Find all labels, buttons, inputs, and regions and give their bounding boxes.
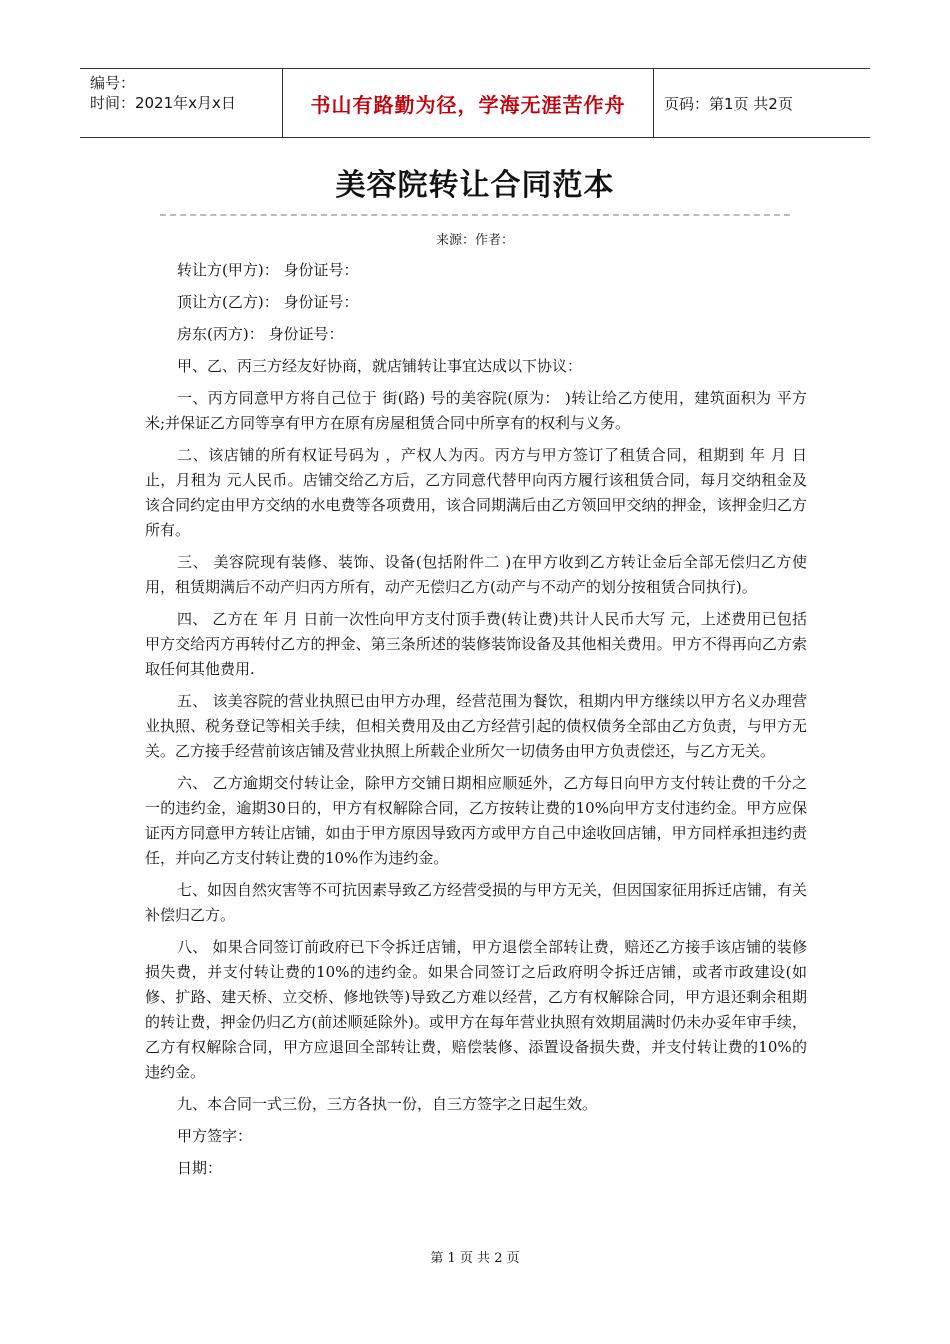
contract-body: [145, 258, 807, 1188]
header-left-cell: [80, 69, 282, 137]
paragraph: 顶让方(乙方)： 身份证号：: [177, 293, 359, 311]
paragraph: 三、 美容院现有装修、装饰、设备(包括附件二 )在甲方收到乙方转让金后全部无偿归乙方使用，租赁期满后不动产归丙方所有，动产无偿归乙方(动产与不动产的划分按租赁合同执行)。: [145, 553, 807, 596]
paragraph: 一、丙方同意甲方将自己位于 街(路) 号的美容院(原为： )转让给乙方使用，建筑面积为 平方米;并保证乙方同等享有甲方在原有房屋租赁合同中所享有的权利与义务。: [145, 389, 807, 432]
source-line: 来源：作者：: [435, 233, 514, 248]
paragraph: 九、本合同一式三份，三方各执一份，自三方签字之日起生效。: [177, 1095, 598, 1113]
paragraph: 甲、乙、丙三方经友好协商，就店铺转让事宜达成以下协议：: [177, 357, 583, 375]
paragraph: 八、 如果合同签订前政府已下令拆迁店铺，甲方退偿全部转让费，赔还乙方接手该店铺的装修损失费，并支付转让费的10%的违约金。如果合同签订之后政府明令拆迁店铺，或者市政建设(如修、扩路、建天桥、立交桥、修地铁等)导致乙方难以经营，乙方有权解除合同，甲方退还剩余租期的转让费，押金仍归乙方(前述顺延除外)。或甲方在每年营业执照有效期届满时仍未办妥年审手续，乙方有权解除合同，甲方应退回全部转让费，赔偿装修、添置设备损失费，并支付转让费的10%的违约金。: [145, 938, 807, 1081]
document-time-label: 时间：2021年x月x日: [90, 94, 236, 112]
signature-line: 甲方签字：: [177, 1127, 253, 1145]
page-footer: 第 1 页 共 2 页: [430, 1251, 520, 1266]
paragraph: 转让方(甲方)： 身份证号：: [177, 261, 359, 279]
header-table: [80, 68, 870, 138]
paragraph: 六、 乙方逾期交付转让金，除甲方交铺日期相应顺延外，乙方每日向甲方支付转让费的千分之一的违约金，逾期30日的，甲方有权解除合同，乙方按转让费的10%向甲方支付违约金。甲方应保证丙方同意甲方转让店铺，如由于甲方原因导致丙方或甲方自己中途收回店铺，甲方同样承担违约责任，并向乙方支付转让费的10%作为违约金。: [145, 774, 807, 867]
paragraph: 五、 该美容院的营业执照已由甲方办理，经营范围为餐饮，租期内甲方继续以甲方名义办理营业执照、税务登记等相关手续，但相关费用及由乙方经营引起的债权债务全部由乙方负责，与甲方无关。乙方接手经营前该店铺及营业执照上所载企业所欠一切债务由甲方负责偿还，与乙方无关。: [145, 692, 807, 760]
paragraph: 二、该店铺的所有权证号码为 ，产权人为丙。丙方与甲方签订了租赁合同，租期到 年 月 日止，月租为 元人民币。店铺交给乙方后，乙方同意代替甲向丙方履行该租赁合同，每月交纳租金及该合同约定由甲方交纳的水电费等各项费用，该合同期满后由乙方领回甲交纳的押金，该押金归乙方所有。: [145, 446, 807, 539]
paragraph: 四、 乙方在 年 月 日前一次性向甲方支付顶手费(转让费)共计人民币大写 元，上述费用已包括甲方交给丙方再转付乙方的押金、第三条所述的装修装饰设备及其他相关费用。甲方不得再向乙方索取任何其他费用.: [145, 610, 807, 678]
header-page-label: 页码：第1页 共2页: [664, 94, 793, 113]
paragraph: 房东(丙方)： 身份证号：: [177, 325, 344, 343]
header-motto: 书山有路勤为径，学海无涯苦作舟: [282, 69, 654, 137]
document-number-label: 编号：: [90, 74, 136, 92]
paragraph: 七、如因自然灾害等不可抗因素导致乙方经营受损的与甲方无关，但因国家征用拆迁店铺，有关补偿归乙方。: [145, 881, 808, 924]
date-line: 日期：: [177, 1159, 223, 1177]
document-title: 美容院转让合同范本: [335, 168, 615, 203]
title-divider: [160, 214, 790, 216]
